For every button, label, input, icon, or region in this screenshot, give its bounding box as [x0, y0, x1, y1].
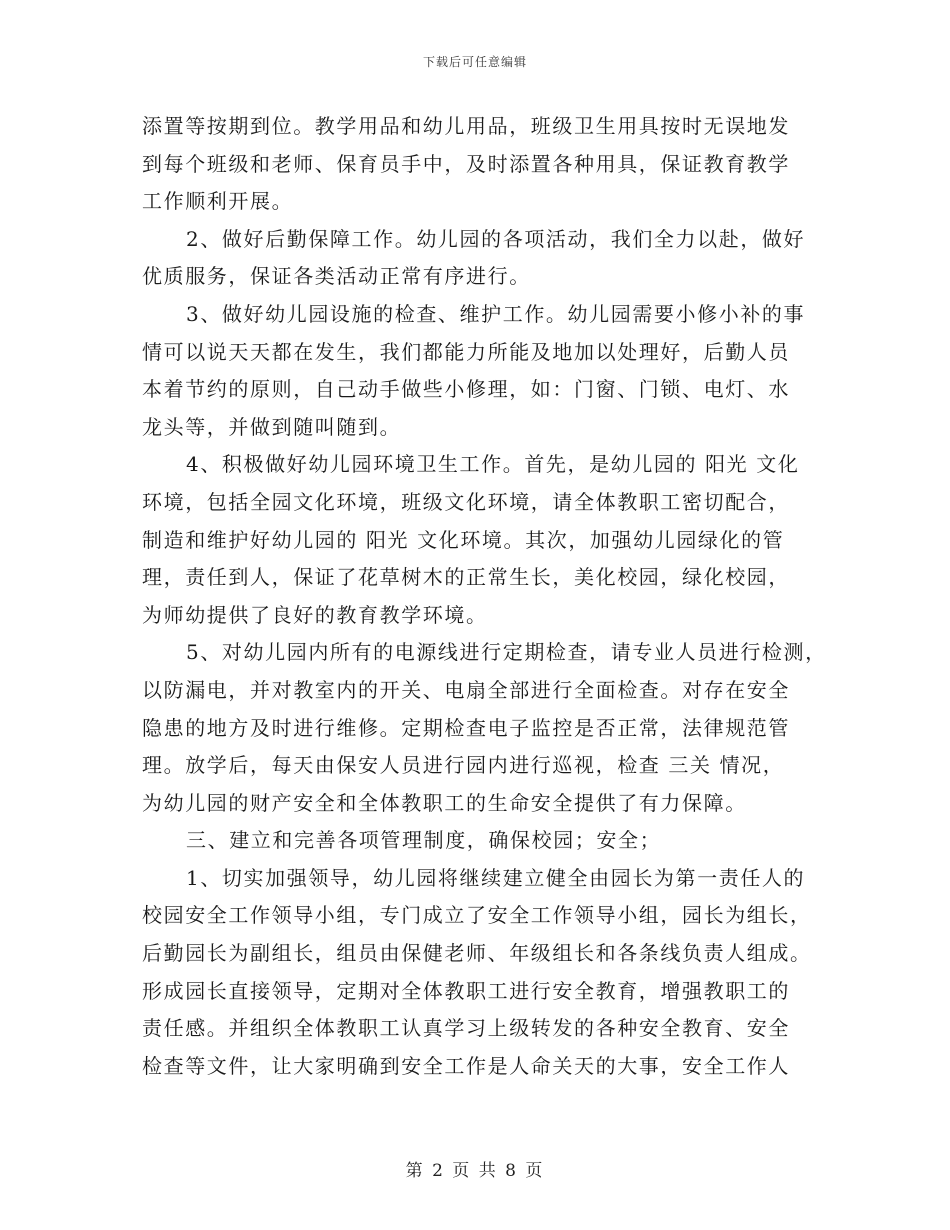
page-header-note: 下载后可任意编辑 — [422, 55, 527, 69]
document-body — [142, 108, 827, 1085]
text-line: 龙头等，并做到随叫随到。 — [142, 414, 402, 439]
paragraph-start-line: 2、做好后勤保障工作。幼儿园的各项活动，我们全力以赴，做好 — [186, 226, 806, 251]
paragraph-start-line: 3、做好幼儿园设施的检查、维护工作。幼儿园需要小修小补的事 — [186, 301, 806, 326]
paragraph-start-line: 5、对幼儿园内所有的电源线进行定期检查，请专业人员进行检测， — [186, 640, 827, 665]
text-line: 工作顺利开展。 — [142, 189, 294, 214]
text-line: 形成园长直接领导，定期对全体教职工进行安全教育，增强教职工的 — [142, 978, 790, 1003]
paragraph-start-line: 1、切实加强领导，幼儿园将继续建立健全由园长为第一责任人的 — [186, 865, 806, 890]
text-line: 本着节约的原则，自己动手做些小修理，如：门窗、门锁、电灯、水 — [142, 377, 790, 402]
text-line: 优质服务，保证各类活动正常有序进行。 — [142, 264, 531, 289]
text-line: 理。放学后，每天由保安人员进行园内进行巡视，检查 三关 情况， — [142, 753, 785, 778]
text-line: 以防漏电，并对教室内的开关、电扇全部进行全面检查。对存在安全 — [142, 677, 790, 702]
paragraph-start-line: 4、积极做好幼儿园环境卫生工作。首先，是幼儿园的 阳光 文化 — [186, 452, 800, 477]
text-line: 制造和维护好幼儿园的 阳光 文化环境。其次，加强幼儿园绿化的管 — [142, 527, 785, 552]
page-number: 第 2 页 共 8 页 — [405, 1161, 545, 1181]
text-line: 后勤园长为副组长，组员由保健老师、年级组长和各条线负责人组成。 — [142, 941, 812, 966]
section-heading: 三、建立和完善各项管理制度，确保校园；安全； — [186, 828, 662, 853]
text-line: 校园安全工作领导小组，专门成立了安全工作领导小组，园长为组长， — [142, 903, 812, 928]
text-line: 情可以说天天都在发生，我们都能力所能及地加以处理好，后勤人员 — [142, 339, 790, 364]
text-line: 添置等按期到位。教学用品和幼儿用品，班级卫生用具按时无误地发 — [142, 114, 790, 138]
text-line: 责任感。并组织全体教职工认真学习上级转发的各种安全教育、安全 — [142, 1016, 790, 1041]
text-line: 到每个班级和老师、保育员手中，及时添置各种用具，保证教育教学 — [142, 151, 790, 176]
text-line: 理，责任到人，保证了花草树木的正常生长，美化校园，绿化校园， — [142, 565, 790, 590]
text-line: 检查等文件，让大家明确到安全工作是人命关天的大事，安全工作人 — [142, 1053, 790, 1078]
text-line: 隐患的地方及时进行维修。定期检查电子监控是否正常，法律规范管 — [142, 715, 790, 740]
text-line: 为幼儿园的财产安全和全体教职工的生命安全提供了有力保障。 — [142, 790, 747, 815]
text-line: 为师幼提供了良好的教育教学环境。 — [142, 602, 488, 627]
text-line: 环境，包括全园文化环境，班级文化环境，请全体教职工密切配合， — [142, 489, 790, 514]
